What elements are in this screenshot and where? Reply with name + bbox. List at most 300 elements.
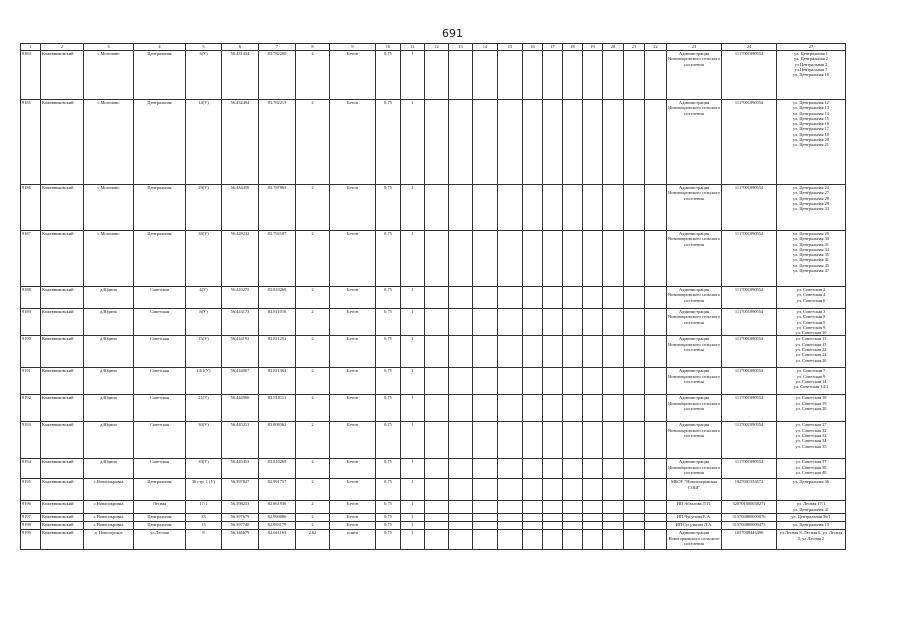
cell-n: 9184 [21, 51, 41, 100]
cell-owner: МБОУ "Новопокровская СОШ" [667, 479, 722, 501]
cell-c11: 0,75 [376, 422, 401, 459]
cell-c12: 1 [401, 51, 425, 100]
cell-c11: 0,75 [376, 309, 401, 336]
cell-c11: 0,75 [376, 287, 401, 309]
cell-empty [425, 51, 449, 100]
cell-empty [498, 514, 523, 522]
cell-addr: ул. Советская 13 ул. Советская 15 ул. Советская 22 ул. Советская 24 ул. Советская 26 [777, 336, 846, 368]
cell-district: Кожевниковский [41, 395, 84, 422]
cell-owner: Администрация Новопокровского сельского поселения [667, 368, 722, 395]
cell-empty [563, 368, 583, 395]
cell-house: 17/1 [186, 501, 222, 514]
cell-c12: 1 [401, 522, 425, 530]
cell-lon: 82.983179 [259, 522, 296, 530]
cell-empty [645, 368, 667, 395]
cell-empty [523, 336, 543, 368]
cell-lat: 56.397679 [222, 514, 259, 522]
cell-lat: 56.397847 [222, 479, 259, 501]
cell-c8: 2 [296, 479, 330, 501]
cell-c8: 2 [296, 522, 330, 530]
cell-inn: 1117001090554 [722, 459, 777, 479]
cell-empty [473, 479, 498, 501]
cell-empty [583, 231, 603, 287]
cell-empty [645, 514, 667, 522]
cell-n: 9187 [21, 231, 41, 287]
cell-empty [583, 185, 603, 231]
cell-lon: 82.861936 [259, 501, 296, 514]
cell-owner: Администрация Новопокровского сельского поселения [667, 336, 722, 368]
cell-c12: 1 [401, 287, 425, 309]
column-header: 9 [330, 44, 376, 51]
cell-empty [543, 231, 563, 287]
cell-empty [523, 530, 543, 550]
cell-lat: 56.397740 [222, 522, 259, 530]
cell-c12: 1 [401, 422, 425, 459]
cell-c8: 2 [296, 459, 330, 479]
cell-empty [425, 100, 449, 185]
cell-c11: 0,75 [376, 395, 401, 422]
cell-c12: 1 [401, 336, 425, 368]
cell-empty [563, 422, 583, 459]
cell-empty [583, 514, 603, 522]
table-row [21, 501, 846, 514]
cell-surface: Бетон [330, 501, 376, 514]
cell-empty [425, 185, 449, 231]
cell-empty [425, 336, 449, 368]
cell-c12: 1 [401, 100, 425, 185]
cell-n: 9195 [21, 479, 41, 501]
cell-house: 8(У) [186, 309, 222, 336]
cell-settlement: с.Могочино [84, 185, 134, 231]
cell-c8: 2,62 [296, 530, 330, 550]
cell-empty [449, 231, 473, 287]
cell-lon: 82.641163 [259, 530, 296, 550]
cell-empty [449, 459, 473, 479]
cell-empty [473, 100, 498, 185]
cell-empty [645, 100, 667, 185]
cell-district: Кожевниковский [41, 368, 84, 395]
cell-addr: ул. Советская 27 ул. Советская 32 ул. Советская 33 ул. Советская 34 ул. Советская 35 [777, 422, 846, 459]
cell-empty [425, 514, 449, 522]
cell-inn: 1117001090554 [722, 368, 777, 395]
cell-c12: 1 [401, 514, 425, 522]
cell-c8: 2 [296, 51, 330, 100]
cell-addr: ул. Центральная 36 [777, 479, 846, 501]
cell-c8: 2 [296, 422, 330, 459]
cell-empty [425, 368, 449, 395]
column-header: 18 [563, 44, 583, 51]
cell-n: 9185 [21, 100, 41, 185]
cell-c11: 0,75 [376, 459, 401, 479]
cell-c12: 1 [401, 479, 425, 501]
cell-c12: 1 [401, 530, 425, 550]
cell-empty [543, 368, 563, 395]
column-header: 7 [259, 44, 296, 51]
cell-addr: ул. Центральная 1 ул. Центральная 2 ул.Центральная 5 ул.Центральная 7 ул. Центральная 10 [777, 51, 846, 100]
cell-empty [449, 479, 473, 501]
cell-empty [583, 479, 603, 501]
cell-surface: Бетон [330, 51, 376, 100]
column-header: 16 [523, 44, 543, 51]
cell-street: Центральная [134, 185, 186, 231]
cell-empty [449, 501, 473, 514]
page-number: 691 [442, 27, 463, 40]
cell-empty [523, 459, 543, 479]
cell-settlement: д.Юдино [84, 395, 134, 422]
cell-empty [449, 422, 473, 459]
cell-street: Советская [134, 368, 186, 395]
cell-surface: Бетон [330, 395, 376, 422]
cell-empty [645, 501, 667, 514]
cell-addr: ул. Центральная 36/1 [777, 514, 846, 522]
cell-lat: 56.346679 [222, 530, 259, 550]
table-row [21, 479, 846, 501]
cell-owner: ИП Сусуткина Л.А. [667, 522, 722, 530]
cell-empty [498, 287, 523, 309]
cell-lat: 56.431434 [222, 51, 259, 100]
cell-c8: 2 [296, 336, 330, 368]
cell-empty [473, 522, 498, 530]
cell-c8: 2 [296, 501, 330, 514]
column-header: 1 [21, 44, 41, 51]
cell-empty [624, 368, 645, 395]
cell-settlement: с.Новопокровка [84, 479, 134, 501]
cell-owner: Администрация Новопокровского сельского поселения [667, 459, 722, 479]
table-row [21, 514, 846, 522]
cell-c12: 1 [401, 501, 425, 514]
cell-empty [645, 459, 667, 479]
cell-lon: 83.792187 [259, 231, 296, 287]
cell-lat: 56.444192 [222, 336, 259, 368]
column-header: 20 [603, 44, 624, 51]
cell-empty [583, 368, 603, 395]
cell-empty [563, 395, 583, 422]
cell-empty [523, 100, 543, 185]
cell-inn: 1117001090554 [722, 185, 777, 231]
column-header: 4 [134, 44, 186, 51]
cell-c11: 0,75 [376, 185, 401, 231]
cell-district: Кожевниковский [41, 422, 84, 459]
cell-empty [603, 514, 624, 522]
cell-inn: 1117001090554 [722, 287, 777, 309]
cell-inn: 320701000038271 [722, 501, 777, 514]
cell-empty [543, 422, 563, 459]
cell-surface: Бетон [330, 459, 376, 479]
cell-empty [473, 501, 498, 514]
cell-empty [583, 501, 603, 514]
cell-empty [473, 185, 498, 231]
cell-settlement: д.Юдино [84, 422, 134, 459]
cell-lon: 83.811364 [259, 368, 296, 395]
cell-empty [624, 522, 645, 530]
cell-settlement: д. Новогорское [84, 530, 134, 550]
cell-empty [498, 530, 523, 550]
cell-empty [583, 336, 603, 368]
cell-c11: 0,75 [376, 530, 401, 550]
cell-c8: 2 [296, 368, 330, 395]
cell-empty [624, 100, 645, 185]
cell-empty [645, 309, 667, 336]
cell-empty [425, 479, 449, 501]
cell-empty [543, 479, 563, 501]
column-header: 17 [543, 44, 563, 51]
cell-empty [603, 459, 624, 479]
cell-empty [449, 287, 473, 309]
cell-empty [449, 514, 473, 522]
cell-street: Советская [134, 459, 186, 479]
cell-surface: Бетон [330, 309, 376, 336]
cell-empty [425, 459, 449, 479]
cell-addr: ул. Советская 2 ул. Советская 4 ул. Советская 6 [777, 287, 846, 309]
cell-empty [624, 501, 645, 514]
cell-empty [449, 530, 473, 550]
cell-empty [563, 287, 583, 309]
cell-empty [603, 336, 624, 368]
column-header: 8 [296, 44, 330, 51]
cell-empty [603, 395, 624, 422]
table-row [21, 51, 846, 100]
cell-n: 9189 [21, 309, 41, 336]
cell-empty [543, 100, 563, 185]
cell-empty [543, 501, 563, 514]
table-row [21, 459, 846, 479]
cell-settlement: с.Новопокровка [84, 514, 134, 522]
cell-addr: ул. Лесная 17/1 ул. Центральная 41 [777, 501, 846, 514]
cell-c8: 2 [296, 185, 330, 231]
cell-empty [425, 422, 449, 459]
cell-c8: 2 [296, 100, 330, 185]
cell-n: 9188 [21, 287, 41, 309]
cell-empty [473, 530, 498, 550]
cell-district: Кожевниковский [41, 309, 84, 336]
cell-c12: 1 [401, 231, 425, 287]
cell-surface: Бетон [330, 336, 376, 368]
cell-empty [583, 530, 603, 550]
cell-empty [543, 336, 563, 368]
cell-empty [624, 51, 645, 100]
cell-n: 9186 [21, 185, 41, 231]
cell-empty [449, 185, 473, 231]
cell-surface: Бетон [330, 422, 376, 459]
cell-district: Кожевниковский [41, 530, 84, 550]
cell-district: Кожевниковский [41, 479, 84, 501]
cell-empty [543, 522, 563, 530]
cell-lat: 56.443275 [222, 287, 259, 309]
cell-street: Советская [134, 336, 186, 368]
cell-house: 33 [186, 514, 222, 522]
cell-house: 8 [186, 530, 222, 550]
cell-empty [425, 309, 449, 336]
cell-empty [473, 422, 498, 459]
cell-lat: 56.445453 [222, 459, 259, 479]
cell-empty [523, 51, 543, 100]
cell-district: Кожевниковский [41, 336, 84, 368]
cell-inn: 315703800009475 [722, 522, 777, 530]
cell-empty [624, 395, 645, 422]
cell-empty [523, 395, 543, 422]
cell-street: Советская [134, 309, 186, 336]
cell-settlement: с.Могочино [84, 51, 134, 100]
cell-settlement: с.Новопокровка [84, 501, 134, 514]
table-row [21, 185, 846, 231]
cell-empty [473, 231, 498, 287]
cell-empty [449, 522, 473, 530]
cell-empty [498, 522, 523, 530]
cell-street: Центральная [134, 231, 186, 287]
cell-empty [645, 395, 667, 422]
cell-surface: Бетон [330, 185, 376, 231]
cell-empty [624, 530, 645, 550]
register-table [20, 43, 846, 550]
cell-owner: Администрация Новопокровского сельского поселения [667, 231, 722, 287]
cell-owner: Администрация Новогорковского сельского поселения [667, 530, 722, 550]
cell-owner: ИП Абзалова Л.П. [667, 501, 722, 514]
table-row [21, 422, 846, 459]
cell-empty [583, 422, 603, 459]
cell-empty [603, 231, 624, 287]
cell-empty [473, 51, 498, 100]
cell-empty [523, 287, 543, 309]
cell-empty [473, 395, 498, 422]
cell-owner: ИП Чугунова Е.А. [667, 514, 722, 522]
cell-surface: Бетон [330, 522, 376, 530]
cell-street: ул.Лесная [134, 530, 186, 550]
cell-empty [583, 100, 603, 185]
cell-addr: ул. Советская 7 ул. Советская 9 ул. Советская 14 ул. Советская 14/1 [777, 368, 846, 395]
cell-empty [498, 501, 523, 514]
cell-lat: 56.434450 [222, 185, 259, 231]
cell-street: Советская [134, 422, 186, 459]
cell-empty [563, 459, 583, 479]
cell-empty [645, 51, 667, 100]
cell-owner: Администрация Новопокровского сельского поселения [667, 100, 722, 185]
column-header: 23 [667, 44, 722, 51]
cell-street: Лесная [134, 501, 186, 514]
column-header: 5 [186, 44, 222, 51]
cell-inn: 1027001554572 [722, 479, 777, 501]
table-row [21, 395, 846, 422]
cell-empty [563, 231, 583, 287]
cell-lat: 56.445213 [222, 422, 259, 459]
cell-empty [473, 459, 498, 479]
cell-house: 21(У) [186, 395, 222, 422]
cell-inn: 1117001090554 [722, 231, 777, 287]
cell-lon: 83.808362 [259, 422, 296, 459]
cell-street: Центральная [134, 522, 186, 530]
cell-settlement: с.Новопокровка [84, 522, 134, 530]
cell-lat: 56.428232 [222, 231, 259, 287]
cell-settlement: с.Могочино [84, 100, 134, 185]
cell-street: Центральная [134, 479, 186, 501]
cell-district: Кожевниковский [41, 231, 84, 287]
cell-empty [563, 336, 583, 368]
cell-empty [563, 530, 583, 550]
cell-lat: 56.444067 [222, 368, 259, 395]
cell-c11: 0,75 [376, 501, 401, 514]
table-row [21, 287, 846, 309]
cell-inn: 1117001090554 [722, 422, 777, 459]
cell-c11: 0,75 [376, 51, 401, 100]
cell-settlement: д.Юдино [84, 336, 134, 368]
cell-surface: Бетон [330, 514, 376, 522]
cell-lon: 83.810269 [259, 287, 296, 309]
cell-empty [645, 336, 667, 368]
cell-lon: 83.782215 [259, 100, 296, 185]
cell-empty [624, 336, 645, 368]
cell-empty [498, 51, 523, 100]
cell-c12: 1 [401, 395, 425, 422]
cell-empty [543, 459, 563, 479]
cell-empty [603, 368, 624, 395]
cell-empty [498, 185, 523, 231]
cell-addr: ул. Советская 3 ул. Советская 8 ул. Советская 5 ул. Советская 9 ул. Советская 10 [777, 309, 846, 336]
cell-settlement: д.Юдино [84, 459, 134, 479]
cell-district: Кожевниковский [41, 522, 84, 530]
cell-empty [523, 514, 543, 522]
cell-house: 30(У) [186, 422, 222, 459]
cell-settlement: д.Юдино [84, 287, 134, 309]
cell-district: Кожевниковский [41, 185, 84, 231]
header-row [21, 44, 846, 51]
cell-c8: 2 [296, 231, 330, 287]
cell-lon: 83.811010 [259, 309, 296, 336]
cell-owner: Администрация Новопокровского сельского поселения [667, 422, 722, 459]
cell-c11: 0,75 [376, 100, 401, 185]
cell-inn: 1057008446496 [722, 530, 777, 550]
cell-house: 3(У) [186, 51, 222, 100]
cell-house: 14(У) [186, 100, 222, 185]
cell-lon: 83.810269 [259, 459, 296, 479]
cell-lon: 82.991757 [259, 479, 296, 501]
cell-addr: ул. Центральная 26 ул. Центральная 30 ул. Центральная 31 ул. Центральная 34 ул. Центральная 35 ул. Центральная 41 ул. Центральная 45 ул. Центральная 47 [777, 231, 846, 287]
cell-settlement: д.Юдино [84, 368, 134, 395]
cell-empty [543, 395, 563, 422]
column-header: 15 [498, 44, 523, 51]
column-header: 27 [777, 44, 846, 51]
cell-empty [645, 522, 667, 530]
cell-inn: 1117001090554 [722, 395, 777, 422]
cell-owner: Администрация Новопокровского сельского поселения [667, 309, 722, 336]
cell-empty [645, 422, 667, 459]
cell-empty [645, 479, 667, 501]
cell-c12: 1 [401, 309, 425, 336]
table-row [21, 100, 846, 185]
cell-lat: 56.443173 [222, 309, 259, 336]
cell-empty [624, 514, 645, 522]
cell-empty [425, 395, 449, 422]
cell-surface: Бетон [330, 100, 376, 185]
cell-empty [543, 287, 563, 309]
cell-empty [583, 51, 603, 100]
cell-empty [449, 395, 473, 422]
cell-empty [645, 287, 667, 309]
column-header: 2 [41, 44, 84, 51]
cell-owner: Администрация Новопокровского сельского поселения [667, 185, 722, 231]
cell-empty [449, 368, 473, 395]
cell-empty [498, 368, 523, 395]
cell-empty [624, 231, 645, 287]
cell-house: 4(У) [186, 287, 222, 309]
cell-empty [603, 479, 624, 501]
cell-settlement: с.Могочино [84, 231, 134, 287]
cell-empty [603, 100, 624, 185]
cell-empty [583, 395, 603, 422]
cell-empty [603, 530, 624, 550]
cell-surface: Бетон [330, 287, 376, 309]
cell-c11: 0,75 [376, 231, 401, 287]
cell-inn: 1117001090554 [722, 100, 777, 185]
cell-lon: 82.969086 [259, 514, 296, 522]
